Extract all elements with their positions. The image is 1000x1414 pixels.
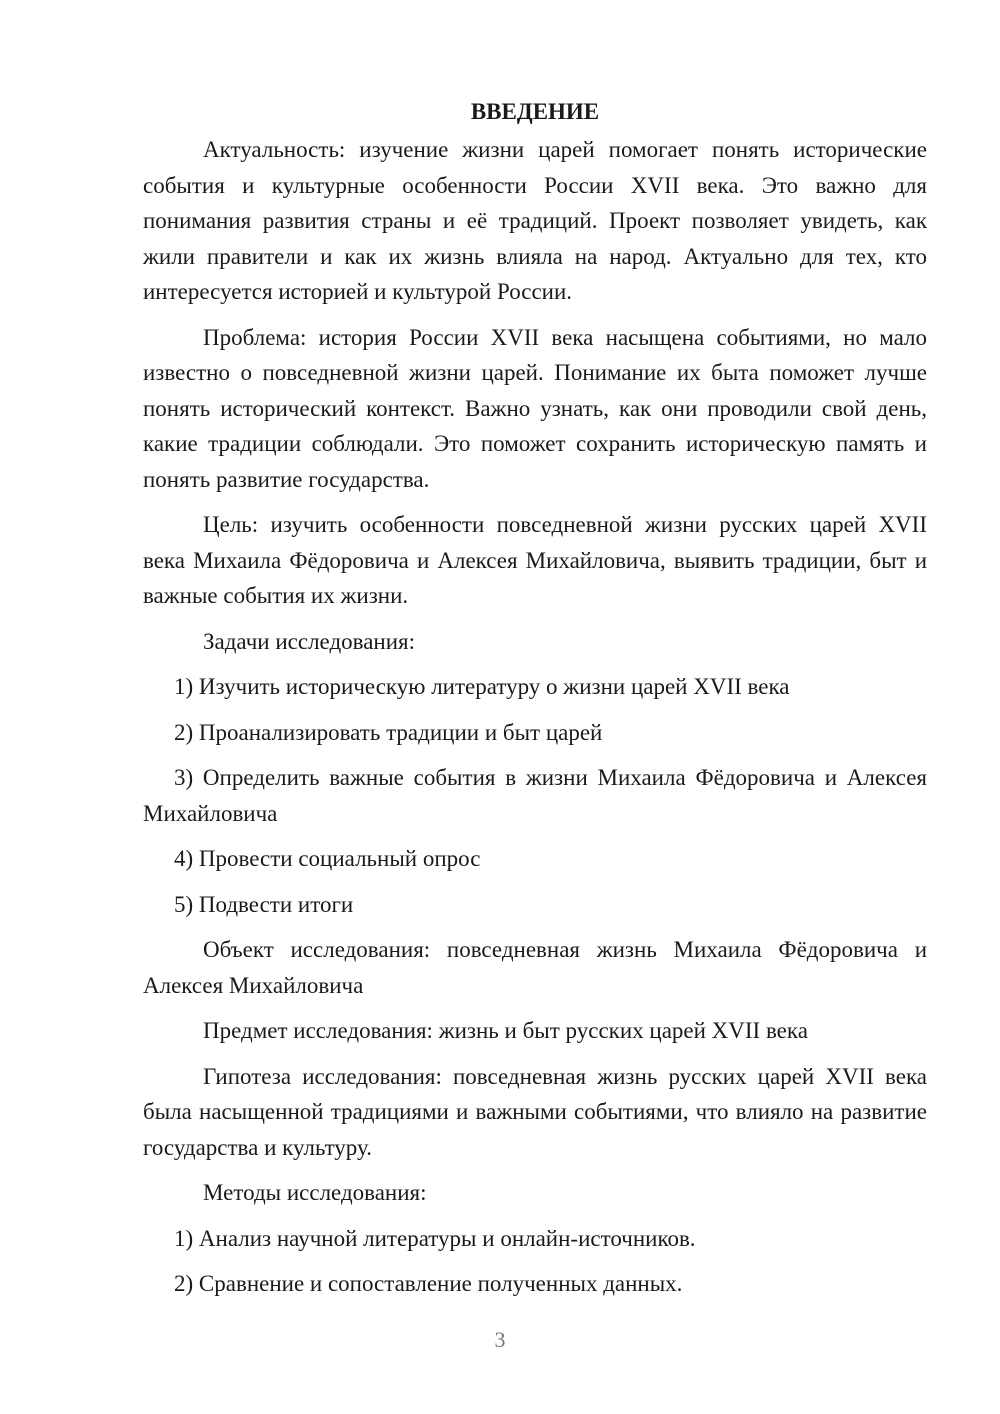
task-item: 3) Определить важные события в жизни Михаила Фёдоровича и Алексея Михайловича: [143, 765, 927, 826]
tasks-heading: Задачи исследования:: [203, 628, 416, 654]
subject-paragraph: Предмет исследования: жизнь и быт русских царей XVII века: [203, 1018, 808, 1043]
relevance-paragraph: Актуальность: изучение жизни царей помогает понять исторические события и культурные особенности России XVII века. Это важно для понимания развития страны и её традиций. Проект позволяет увидеть, как жили правители и как их жизнь влияла на народ. Актуально для тех, кто интересуется историей и культурой России.: [143, 137, 927, 304]
page-title: ВВЕДЕНИЕ: [470, 99, 600, 124]
task-item: 2) Проанализировать традиции и быт царей: [174, 719, 603, 745]
problem-paragraph: Проблема: история России XVII века насыщена событиями, но мало известно о повседневной жизни царей. Понимание их быта поможет лучше понять исторический контекст. Важно узнать, как они проводили свой день, какие традиции соблюдали. Это поможет сохранить историческую память и понять развитие государства.: [143, 324, 927, 492]
method-item: 2) Сравнение и сопоставление полученных данных.: [174, 1271, 683, 1296]
methods-heading: Методы исследования:: [203, 1180, 427, 1205]
task-item: 5) Подвести итоги: [174, 891, 354, 917]
task-item: 4) Провести социальный опрос: [174, 846, 481, 871]
object-paragraph: Объект исследования: повседневная жизнь Михаила Фёдоровича и Алексея Михайловича: [143, 937, 927, 998]
task-item: 1) Изучить историческую литературу о жизни царей XVII века: [174, 674, 790, 699]
page-number: 3: [494, 1327, 506, 1352]
method-item: 1) Анализ научной литературы и онлайн-источников.: [174, 1225, 696, 1251]
hypothesis-paragraph: Гипотеза исследования: повседневная жизнь русских царей XVII века была насыщенной традициями и важными событиями, что влияло на развитие государства и культуру.: [143, 1063, 927, 1160]
goal-paragraph: Цель: изучить особенности повседневной жизни русских царей XVII века Михаила Фёдоровича и Алексея Михайловича, выявить традиции, быт и важные события их жизни.: [143, 512, 927, 608]
